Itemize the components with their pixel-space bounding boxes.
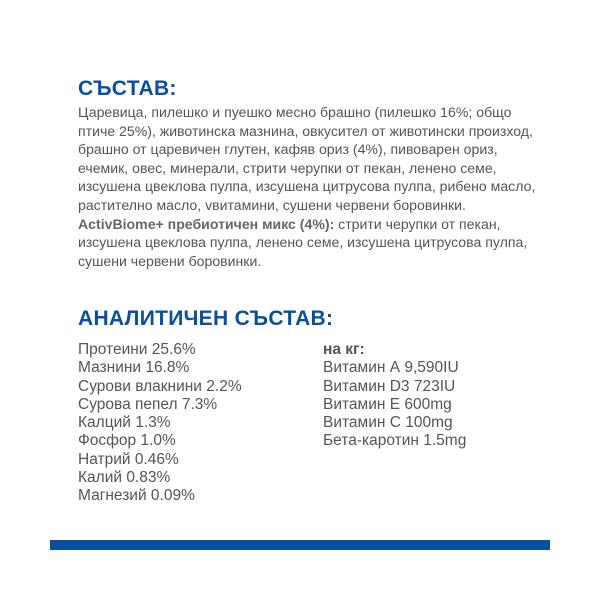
analytical-item: Сурова пепел 7.3% <box>78 395 218 413</box>
vitamin-item: Витамин А 9,590IU <box>323 359 459 377</box>
analytical-item: Натрий 0.46% <box>78 450 179 468</box>
bottom-accent-bar <box>50 540 550 550</box>
analytical-item: Магнезий 0.09% <box>78 487 195 505</box>
prebiotic-text: стрити черупки от пекан, изсушена цвеклова пулпа, ленено семе, изсушена цитрусова пулпа, сушени червени боровинки. <box>78 215 528 269</box>
analytical-item: Сурови влакнини 2.2% <box>78 377 242 395</box>
vitamin-item: Витамин D3 723IU <box>323 377 456 395</box>
analytical-item: Мазнини 16.8% <box>78 359 190 377</box>
vitamin-item: Витамин Е 600mg <box>323 395 452 413</box>
analytical-left-list <box>78 341 242 506</box>
analytical-item: Калий 0.83% <box>78 469 171 487</box>
ingredients-main-text: Царевица, пилешко и пуешко месно брашно (пилешко 16%; общо птиче 25%), животинска мазнина, овкусител от животински произход, брашно от царевичен глутен, кафяв ориз (4%), пивоварен ориз, ечемик, овес, минерали, стрити черупки от пекан, ленено семе, изсушена цвеклова пулпа, изсушена цитрусова пулпа, рибено масло, растително масло, vвитамини, сушени червени боровинки. <box>78 104 536 213</box>
analytical-item: Фосфор 1.0% <box>78 432 176 450</box>
analytical-item: Калций 1.3% <box>78 414 171 432</box>
vitamin-item: Витамин С 100mg <box>323 414 453 432</box>
analytical-item: Протеини 25.6% <box>78 341 196 358</box>
ingredients-heading: СЪСТАВ: <box>78 77 177 100</box>
per-kg-header: на кг: <box>323 341 365 358</box>
vitamin-item: Бета-каротин 1.5mg <box>323 432 467 450</box>
analytical-heading: АНАЛИТИЧЕН СЪСТАВ: <box>78 307 334 330</box>
vitamins-list <box>323 341 466 451</box>
ingredients-text <box>78 103 548 270</box>
prebiotic-label: ActivBiome+ пребиотичен микс (4%): <box>78 215 335 232</box>
